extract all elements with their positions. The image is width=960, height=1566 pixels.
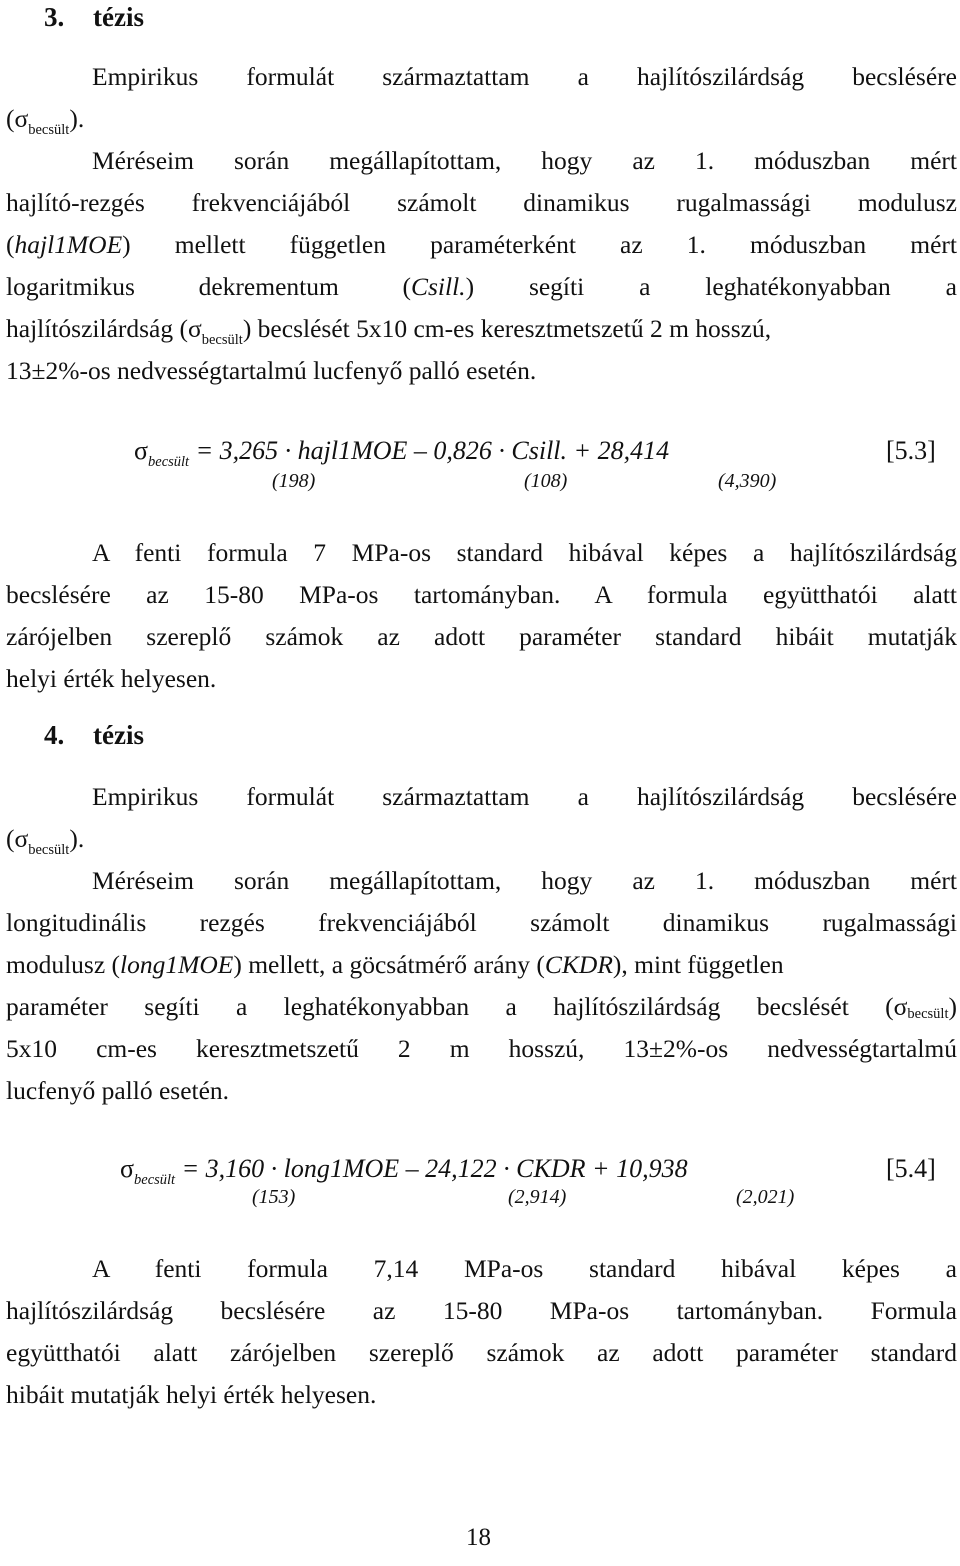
thesis4-p3-line4: hibáit mutatják helyi érték helyesen. (6, 1380, 377, 1409)
thesis3-p3-line1: A fenti formula 7 MPa-os standard hibával képes a hajlítószilárdság (92, 538, 957, 567)
thesis4-p1-close: ). (69, 824, 85, 853)
thesis3-var-hajl1moe: hajl1MOE (14, 230, 123, 259)
thesis3-p3-line2: becslésére az 15-80 MPa-os tartományban. A formula együtthatói alatt (6, 580, 957, 609)
formula-5-3 (134, 436, 670, 470)
thesis3-p2-line2: hajlító-rezgés frekvenciájából számolt dinamikus rugalmassági modulusz (6, 188, 957, 217)
thesis4-p2-line1: Méréseim során megállapítottam, hogy az 1. móduszban mért (92, 866, 957, 895)
thesis4-p2-l3-b: ) mellett, a göcsátmérő arány ( (233, 950, 545, 979)
thesis4-p2-line3 (6, 950, 957, 980)
equation-number-5-3: [5.3] (886, 436, 936, 465)
equation-number-5-4: [5.4] (886, 1154, 936, 1183)
thesis4-p3-line3: együtthatói alatt zárójelben szereplő számok az adott paraméter standard (6, 1338, 957, 1367)
formula-5-3-se1: (198) (272, 470, 316, 492)
thesis4-p2-l3-c: ), mint független (612, 950, 784, 979)
thesis3-p2-l5-a: hajlítószilárdság (σ (6, 314, 202, 343)
formula-5-3-se2: (108) (524, 470, 568, 492)
thesis4-heading-number: 4. (44, 720, 65, 750)
thesis3-p2-l4-b: ) segíti a leghatékonyabban a (465, 272, 957, 301)
thesis4-p2-l4-a: paraméter segíti a leghatékonyabban a hajlítószilárdság becslését (σ (6, 992, 908, 1021)
thesis3-p2-line4 (6, 272, 957, 302)
thesis4-p3-line1: A fenti formula 7,14 MPa-os standard hibával képes a (92, 1254, 957, 1283)
thesis3-p2-l3-open: ( (6, 230, 15, 259)
thesis4-p1-line1: Empirikus formulát származtattam a hajlítószilárdság becslésére (92, 782, 957, 811)
thesis3-p2-line1: Méréseim során megállapítottam, hogy az 1. móduszban mért (92, 146, 957, 175)
thesis4-var-ckdr: CKDR (544, 950, 613, 979)
thesis3-heading-word: tézis (93, 2, 144, 32)
thesis3-p3-line4: helyi érték helyesen. (6, 664, 217, 693)
formula-5-4-expression: = 3,160 · long1MOE – 24,122 · CKDR + 10,938 (181, 1154, 688, 1183)
thesis4-p2-l4-b: ) (948, 992, 957, 1021)
formula-5-4 (120, 1154, 688, 1188)
formula-5-3-expression: = 3,265 · hajl1MOE – 0,826 · Csill. + 28,414 (195, 436, 670, 465)
thesis3-p2-line6: 13±2%-os nedvességtartalmú lucfenyő palló esetén. (6, 356, 537, 385)
thesis4-p1-line2 (6, 824, 84, 858)
formula-5-3-sigma: σ (134, 436, 149, 465)
thesis3-p2-l3-rest: ) mellett független paraméterként az 1. móduszban mért (122, 230, 957, 259)
thesis3-p2-line5 (6, 314, 771, 348)
thesis3-var-csill: Csill. (411, 272, 466, 301)
formula-5-4-sigma: σ (120, 1154, 135, 1183)
formula-5-3-sub: becsült (148, 454, 190, 470)
thesis4-p3-line2: hajlítószilárdság becslésére az 15-80 MPa-os tartományban. Formula (6, 1296, 957, 1325)
thesis3-heading-number: 3. (44, 2, 65, 32)
thesis3-p1-line2 (6, 104, 84, 138)
thesis3-heading (44, 2, 144, 33)
formula-5-4-se2: (2,914) (508, 1186, 567, 1208)
thesis4-heading (44, 720, 144, 751)
thesis3-p2-l4-a: logaritmikus dekrementum ( (6, 272, 411, 301)
thesis3-p1-open: (σ (6, 104, 29, 133)
thesis4-heading-word: tézis (93, 720, 144, 750)
thesis3-p1-close: ). (69, 104, 85, 133)
thesis4-p2-line5: 5x10 cm-es keresztmetszetű 2 m hosszú, 13±2%-os nedvességtartalmú (6, 1034, 957, 1063)
thesis3-p2-l5-b: ) becslését 5x10 cm-es keresztmetszetű 2 m hosszú, (242, 314, 772, 343)
formula-5-3-se3: (4,390) (718, 470, 777, 492)
thesis4-p2-line2: longitudinális rezgés frekvenciájából számolt dinamikus rugalmassági (6, 908, 957, 937)
thesis3-p1-sub: becsült (28, 122, 70, 138)
thesis4-p1-sub: becsült (28, 842, 70, 858)
thesis4-p1-open: (σ (6, 824, 29, 853)
thesis4-var-long1moe: long1MOE (120, 950, 234, 979)
thesis3-p1-line1: Empirikus formulát származtattam a hajlítószilárdság becslésére (92, 62, 957, 91)
thesis4-p2-line6: lucfenyő palló esetén. (6, 1076, 230, 1105)
formula-5-4-se3: (2,021) (736, 1186, 795, 1208)
thesis4-p2-l4-sub: becsült (907, 1006, 949, 1022)
thesis3-p3-line3: zárójelben szereplő számok az adott paraméter standard hibáit mutatják (6, 622, 957, 651)
page-number: 18 (466, 1524, 491, 1551)
formula-5-4-sub: becsült (134, 1172, 176, 1188)
thesis4-p2-l3-a: modulusz ( (6, 950, 121, 979)
thesis3-p2-line3 (6, 230, 957, 260)
formula-5-4-se1: (153) (252, 1186, 296, 1208)
thesis4-p2-line4 (6, 992, 957, 1022)
thesis3-p2-l5-sub: becsült (201, 332, 243, 348)
